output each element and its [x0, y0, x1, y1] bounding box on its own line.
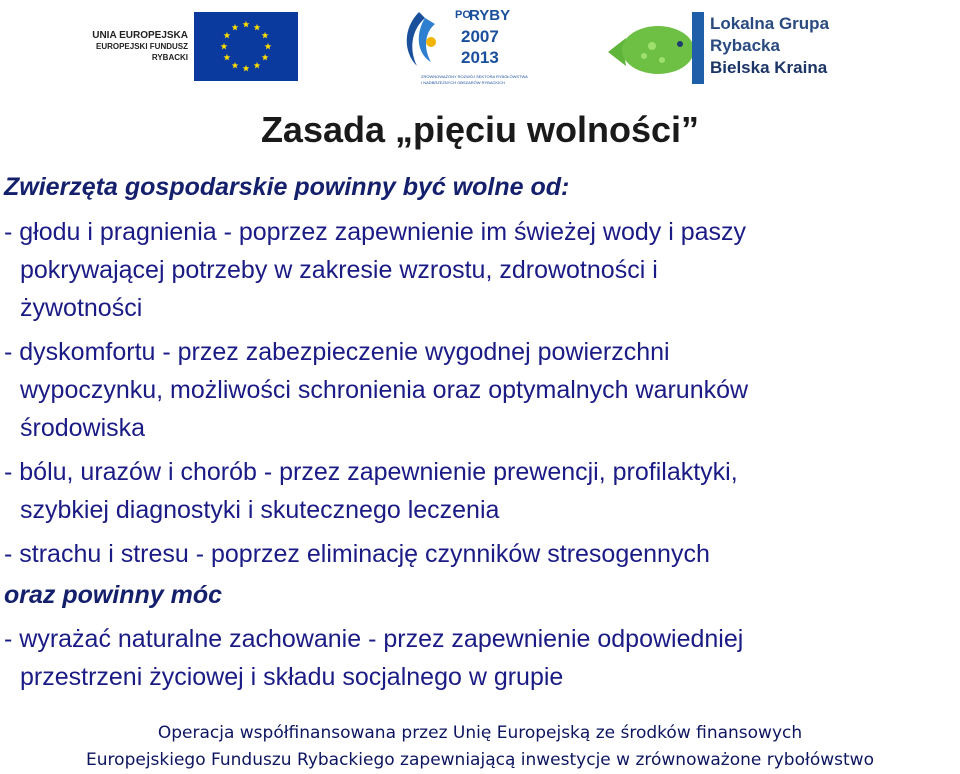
slide-title: Zasada „pięciu wolności”	[260, 109, 700, 150]
list-item: - dyskomfortu - przez zabezpieczenie wygodnej powierzchni wypoczynku, możliwości schronienia oraz optymalnych warunków środowiska	[4, 338, 749, 442]
list-item: - strachu i stresu - poprzez eliminację czynników stresogennych	[4, 540, 710, 568]
lgr-name: Lokalna Grupa Rybacka Bielska Kraina	[710, 14, 830, 77]
logo-bar	[0, 0, 960, 95]
funding-footer: Operacja współfinansowana przez Unię Europejską ze środków finansowych Europejskiego Funduszu Rybackiego zapewniającą inwestycje w zrównoważone rybołówstwo	[86, 723, 874, 770]
year-start: 2007	[461, 27, 499, 46]
eu-fund-text: UNIA EUROPEJSKA EUROPEJSKI FUNDUSZ RYBACKI	[92, 30, 188, 62]
poryby-caption-1: ZRÓWNOWAŻONY ROZWÓJ SEKTORA RYBOŁÓWSTWA	[421, 74, 528, 79]
list-item: - wyrażać naturalne zachowanie - przez zapewnienie odpowiedniej przestrzeni życiowej i składu socjalnego w grupie	[4, 625, 744, 691]
po-ryby-logo	[401, 0, 528, 93]
po-label: PO	[455, 9, 471, 21]
ryby-label: RYBY	[469, 7, 511, 24]
year-end: 2013	[461, 48, 499, 67]
list-item: - bólu, urazów i chorób - przez zapewnienie prewencji, profilaktyki, szybkiej diagnostyki i skutecznego leczenia	[4, 458, 738, 524]
heading-should-be-able: oraz powinny móc	[4, 581, 223, 609]
poryby-caption-2: I NADBRZEŻNYCH OBSZARÓW RYBACKICH	[421, 80, 505, 85]
slide-body	[4, 168, 959, 696]
eu-flag-icon	[194, 12, 298, 81]
list-item: - głodu i pragnienia - poprzez zapewnienie im świeżej wody i paszy pokrywającej potrzeby w zakresie wzrostu, zdrowotności i żywotności	[4, 218, 747, 322]
heading-free-from: Zwierzęta gospodarskie powinny być wolne od:	[4, 173, 570, 201]
